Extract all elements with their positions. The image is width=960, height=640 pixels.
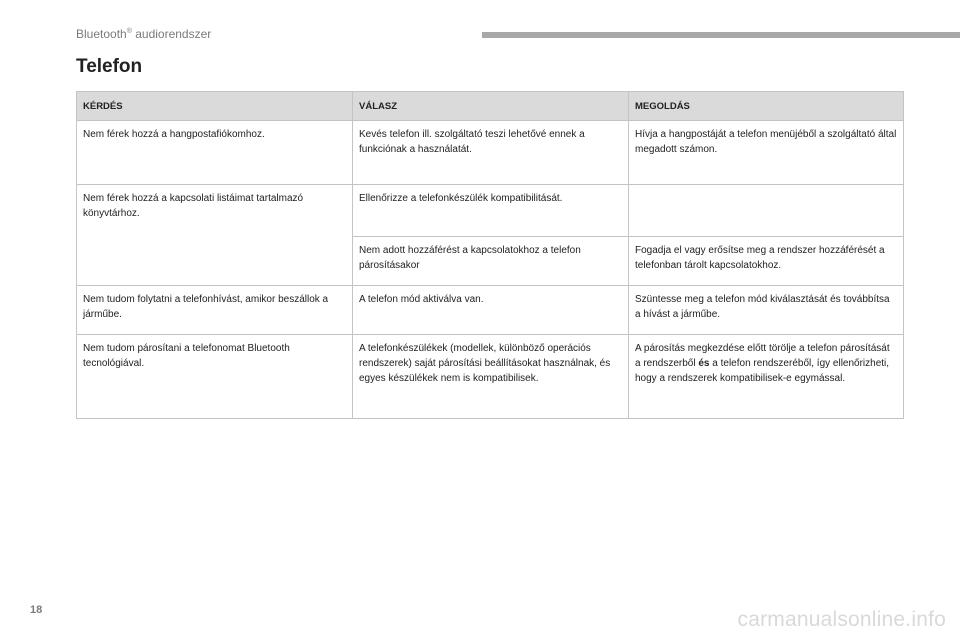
table-row	[77, 121, 904, 185]
column-header-question: KÉRDÉS	[77, 92, 353, 121]
answer-cell	[353, 237, 629, 286]
question-text: Nem tudom párosítani a telefonomat Bluetooth tecnológiával.	[83, 343, 290, 369]
answer-cell	[353, 335, 629, 419]
solution-text	[635, 341, 897, 386]
solution-cell	[629, 185, 904, 237]
table-header-row	[77, 92, 904, 121]
section-name: Bluetooth	[76, 27, 127, 41]
answer-text: Nem adott hozzáférést a kapcsolatokhoz a telefon párosításakor	[359, 245, 581, 271]
solution-text: Hívja a hangpostáját a telefon menüjéből a szolgáltató által megadott számon.	[635, 129, 897, 155]
solution-text-emphasis: és	[698, 358, 710, 369]
question-cell	[77, 185, 353, 286]
answer-cell	[353, 185, 629, 237]
table-row	[77, 286, 904, 335]
answer-text: Kevés telefon ill. szolgáltató teszi lehetővé ennek a funkciónak a használatát.	[359, 129, 585, 155]
solution-cell	[629, 237, 904, 286]
column-header-solution: MEGOLDÁS	[629, 92, 904, 121]
column-header-answer: VÁLASZ	[353, 92, 629, 121]
section-suffix: audiorendszer	[131, 27, 212, 41]
question-cell	[77, 335, 353, 419]
answer-text: A telefonkészülékek (modellek, különböző operációs rendszerek) saját párosítási beállításokat használnak, és egyes készülékek nem is kompatibilisek.	[359, 343, 611, 384]
page-number: 18	[30, 604, 43, 616]
question-cell	[77, 121, 353, 185]
table-row	[77, 335, 904, 419]
answer-cell	[353, 121, 629, 185]
solution-text: Szüntesse meg a telefon mód kiválasztását és továbbítsa a hívást a járműbe.	[635, 294, 890, 320]
solution-text-end: a telefon rendszeréből, így ellenőrizheti, hogy a rendszerek kompatibilisek-e egymással.	[635, 358, 890, 384]
answer-text: Ellenőrizze a telefonkészülék kompatibilitását.	[359, 193, 563, 204]
solution-cell	[629, 286, 904, 335]
solution-cell	[629, 335, 904, 419]
question-text: Nem férek hozzá a hangpostafiókomhoz.	[83, 129, 265, 140]
watermark: carmanualsonline.info	[737, 608, 946, 631]
answer-text: A telefon mód aktiválva van.	[359, 294, 484, 305]
section-header	[76, 27, 211, 41]
question-text: Nem tudom folytatni a telefonhívást, amikor beszállok a járműbe.	[83, 294, 329, 320]
question-cell	[77, 286, 353, 335]
page-title: Telefon	[76, 56, 143, 77]
answer-cell	[353, 286, 629, 335]
table-row	[77, 185, 904, 237]
solution-cell	[629, 121, 904, 185]
solution-text-start: A párosítás megkezdése előtt törölje a telefon párosítását a rendszerből	[635, 343, 890, 369]
troubleshooting-table	[76, 91, 904, 419]
registered-mark: ®	[126, 28, 132, 35]
header-bar	[482, 32, 960, 38]
question-text: Nem férek hozzá a kapcsolati listáimat tartalmazó könyvtárhoz.	[83, 193, 304, 219]
solution-text: Fogadja el vagy erősítse meg a rendszer hozzáférését a telefonban tárolt kapcsolatokhoz.	[635, 245, 885, 271]
